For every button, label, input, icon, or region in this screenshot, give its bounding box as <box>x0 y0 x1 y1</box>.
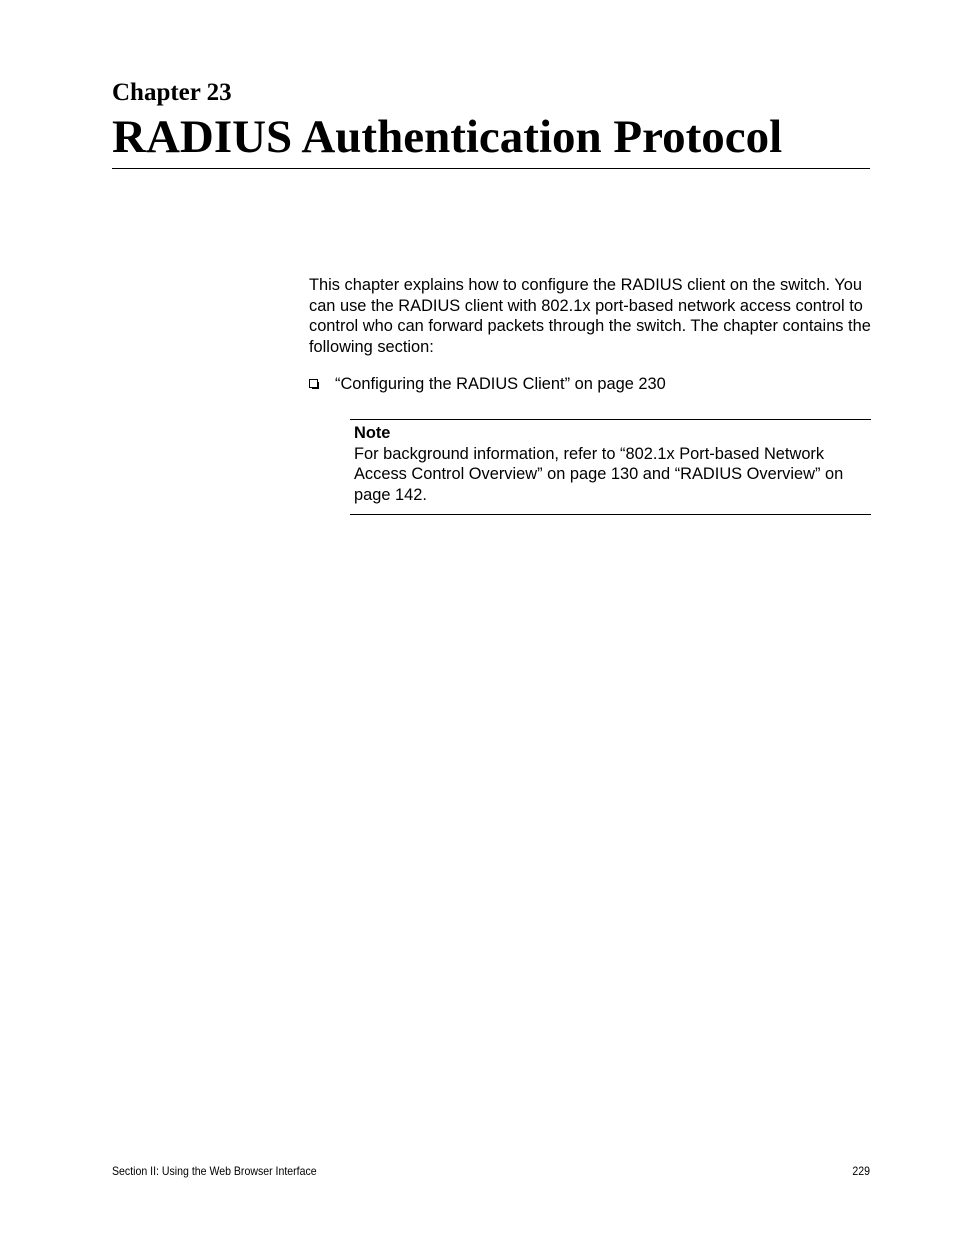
section-list-item <box>309 374 874 395</box>
footer-page-number: 229 <box>852 1164 870 1178</box>
chapter-label: Chapter 23 <box>112 79 232 106</box>
note-box <box>350 419 871 515</box>
chapter-title: RADIUS Authentication Protocol <box>112 111 783 163</box>
footer-section-title: Section II: Using the Web Browser Interface <box>112 1164 317 1178</box>
note-heading: Note <box>354 424 391 442</box>
title-divider <box>112 168 870 169</box>
checkbox-bullet-icon <box>309 379 318 388</box>
note-text: For background information, refer to “802.1x Port-based Network Access Control Overview” on page 130 and “RADIUS Overview” on page 142. <box>354 444 844 504</box>
intro-paragraph: This chapter explains how to configure the RADIUS client on the switch. You can use the RADIUS client with 802.1x port-based network access control to control who can forward packets through the switch. The chapter contains the following section: <box>309 276 871 356</box>
section-link[interactable]: “Configuring the RADIUS Client” on page 230 <box>335 375 666 393</box>
